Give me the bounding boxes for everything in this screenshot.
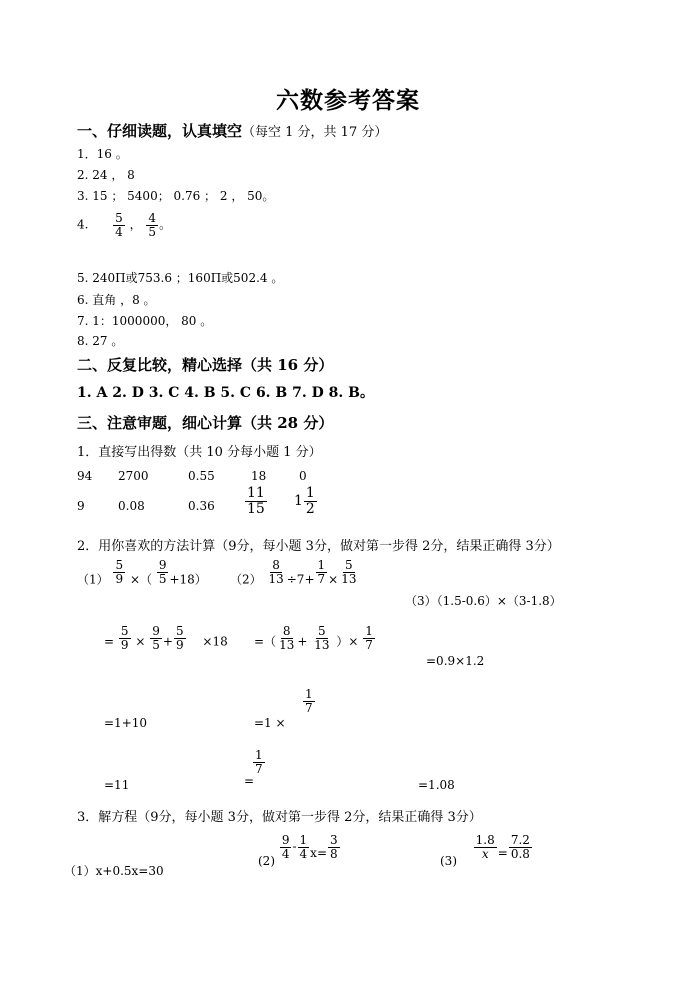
problem-1: （1） $\frac{5}{9}$ ×（ $\frac{9}{5}$ +18）: [77, 558, 207, 587]
section3-heading: 三、注意审题，细心计算（共 28 分）: [77, 414, 334, 432]
fraction: $\frac{3}{8}$: [330, 833, 338, 861]
fraction: $\frac{1}{7}$: [305, 687, 313, 715]
equation-1: （1）x+0.5x=30: [64, 864, 164, 878]
fraction: $\frac{8}{13}$: [279, 624, 295, 652]
s1-answer-4-num: 4.: [77, 217, 89, 232]
section2-heading: 二、反复比较，精心选择（共 16 分）: [77, 356, 334, 374]
fraction: $\frac{9}{4}$: [281, 833, 290, 861]
problem-3: （3）（1.5-0.6）×（3-1.8）: [405, 594, 562, 608]
sub1-title: 1．直接写出得数（共 10 分每小题 1 分）: [77, 445, 322, 460]
sub1-value: 2700: [118, 469, 149, 483]
sub1-value: 0.36: [188, 499, 215, 513]
s1-answer-8: 8. 27 。: [77, 334, 124, 348]
fraction: $\frac{1}{4}$: [299, 833, 308, 861]
s1-answer-2: 2. 24 ， 8: [77, 168, 135, 182]
fraction: $\frac{8}{13}$: [268, 558, 284, 586]
result-3: =1.08: [418, 778, 455, 792]
fraction: $\frac{4}{5}$: [148, 211, 157, 239]
fraction: $\frac{5}{4}$: [115, 211, 123, 239]
section1-heading-note: （每空 1 分，共 17 分）: [242, 125, 388, 140]
section2-answers: 1. A 2. D 3. C 4. B 5. C 6. B 7. D 8. B。: [77, 385, 374, 401]
fraction: $\frac{9}{5}$: [158, 558, 167, 586]
fraction: $\frac{1.8}{x}$: [475, 833, 495, 861]
step-3a: =0.9×1.2: [426, 654, 485, 668]
problem-2: （2） $\frac{8}{13}$ ÷7+ $\frac{1}{7}$ × $\frac{5}{13}$: [230, 558, 357, 587]
sub3-title: 3．解方程（9分，每小题 3分，做对第一步得 2分，结果正确得 3分）: [77, 810, 482, 825]
s1-answer-1: 1．16 。: [77, 147, 128, 161]
step-2a: =（ $\frac{8}{13}$ + $\frac{5}{13}$ ）× $\frac{1}{7}$: [254, 624, 373, 652]
sub1-value: 0: [299, 469, 307, 483]
sub1-value: 9: [77, 499, 85, 513]
step-2b: =1 ×: [254, 716, 286, 730]
fraction: $\frac{5}{9}$: [120, 624, 129, 652]
fraction: $\frac{5}{13}$: [314, 624, 330, 652]
page-title: 六数参考答案: [276, 87, 420, 114]
sub1-value: 0.08: [118, 499, 145, 513]
fraction: $\frac{7.2}{0.8}$: [510, 833, 530, 861]
sub2-title: 2．用你喜欢的方法计算（9分，每小题 3分，做对第一步得 2分，结果正确得 3分）: [77, 539, 560, 554]
fraction: $\frac{9}{5}$: [152, 624, 160, 652]
section1-heading-text: 一、仔细读题，认真填空: [77, 122, 243, 140]
s1-answer-6: 6. 直角 ，8 。: [77, 293, 156, 307]
result-2-eq: =: [244, 774, 255, 788]
s1-answer-7: 7. 1：1000000， 80 。: [77, 314, 213, 328]
equation-3: (3) $\frac{1.8}{x}$ = $\frac{7.2}{0.8}$: [440, 833, 530, 868]
step-1b: =1+10: [104, 716, 148, 730]
mixed-number: 1 $\frac{1}{2}$: [294, 485, 315, 517]
result-1: =11: [104, 778, 130, 792]
fraction: $\frac{5}{9}$: [115, 558, 124, 586]
step-1a: = $\frac{5}{9}$ × $\frac{9}{5}$ + $\frac{5}{9}$ ×18: [104, 624, 228, 652]
fraction: $\frac{11}{15}$: [247, 485, 265, 517]
sub1-value: 18: [251, 469, 267, 483]
fraction: $\frac{1}{7}$: [365, 624, 373, 652]
equation-2: (2) $\frac{9}{4}$ - $\frac{1}{4}$ x= $\frac{3}{8}$: [258, 833, 338, 868]
fraction: $\frac{5}{9}$: [175, 624, 184, 652]
section1-heading: [77, 120, 387, 141]
s1-answer-5: 5. 240Π或753.6 ；160Π或502.4 。: [77, 271, 284, 285]
s1-answer-4: 4. $\frac{5}{4}$ ， $\frac{4}{5}$ 。: [77, 211, 172, 239]
fraction: $\frac{1}{7}$: [255, 748, 263, 776]
fraction: $\frac{1}{7}$: [317, 558, 326, 586]
sub1-value: 94: [77, 469, 93, 483]
s1-answer-3: 3. 15 ； 5400； 0.76 ； 2 ， 50。: [77, 189, 275, 203]
sub1-value: 0.55: [188, 469, 215, 483]
fraction: $\frac{5}{13}$: [341, 558, 357, 586]
